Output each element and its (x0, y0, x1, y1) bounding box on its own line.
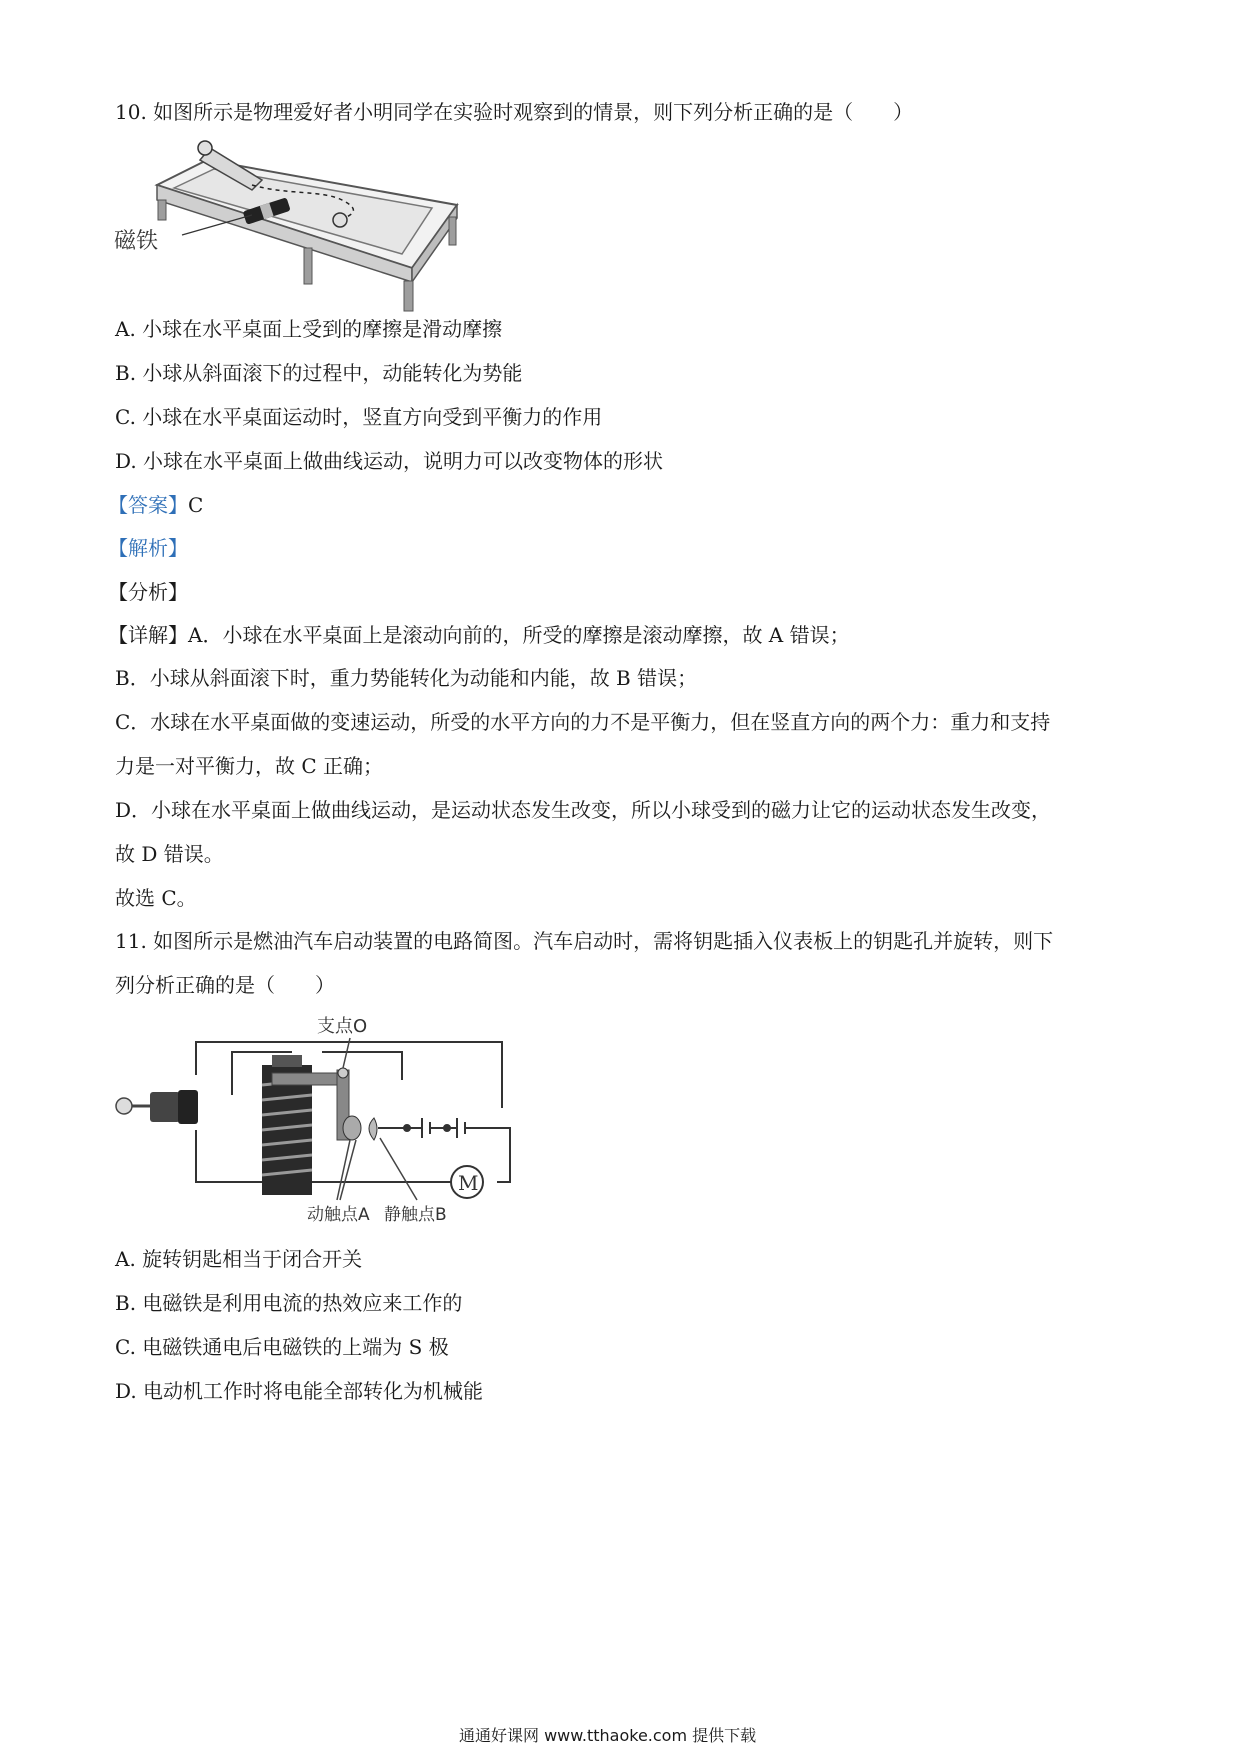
detail-line-c1: C．水球在水平桌面做的变速运动，所受的水平方向的力不是平衡力，但在竖直方向的两个力：重力和支持 (115, 710, 1051, 734)
detail-tag: 【详解】 (108, 623, 188, 647)
answer-tag: 【答案】 (108, 493, 188, 517)
q11-stem-line2: 列分析正确的是（ ） (115, 973, 335, 997)
ball-end (333, 213, 347, 227)
key-icon (116, 1090, 198, 1124)
pivot-point (338, 1068, 348, 1078)
q10-option-d[interactable]: D. 小球在水平桌面上做曲线运动，说明力可以改变物体的形状 (115, 449, 664, 473)
detail-conclusion: 故选 C。 (115, 886, 197, 910)
magnet-label: 磁铁 (114, 229, 159, 254)
pivot-label: 支点O (317, 1016, 368, 1037)
moving-contact-label: 动触点A (307, 1205, 370, 1225)
q10-option-a[interactable]: A. 小球在水平桌面上受到的摩擦是滑动摩擦 (115, 317, 503, 341)
detail-line-d2: 故 D 错误。 (115, 842, 224, 866)
answer-line (108, 489, 203, 518)
detail-line-a: 【详解】A．小球在水平桌面上是滚动向前的，所受的摩擦是滚动摩擦，故 A 错误； (108, 623, 850, 647)
answer-value: C (188, 493, 204, 517)
detail-line-b: B．小球从斜面滚下时，重力势能转化为动能和内能，故 B 错误； (115, 666, 698, 690)
detail-line-d1: D．小球在水平桌面上做曲线运动，是运动状态发生改变，所以小球受到的磁力让它的运动状态发生改变， (115, 798, 1052, 822)
q10-option-c[interactable]: C. 小球在水平桌面运动时，竖直方向受到平衡力的作用 (115, 405, 603, 429)
analysis-tag: 【解析】 (108, 536, 188, 560)
q11-circuit-figure (112, 1010, 592, 1240)
q10-stem: 10. 如图所示是物理爱好者小明同学在实验时观察到的情景，则下列分析正确的是（ ） (115, 100, 914, 124)
detail-line-c2: 力是一对平衡力，故 C 正确； (115, 754, 384, 778)
q10-option-b[interactable]: B. 小球从斜面滚下的过程中，动能转化为势能 (115, 361, 523, 385)
moving-contact (343, 1116, 361, 1140)
page-footer: 通通好课网 www.tthaoke.com 提供下载 (459, 1726, 757, 1745)
q11-stem-line1: 11. 如图所示是燃油汽车启动装置的电路简图。汽车启动时，需将钥匙插入仪表板上的钥匙孔并旋转，则下 (115, 929, 1054, 953)
q10-figure (112, 140, 462, 320)
fenxi-tag: 【分析】 (108, 580, 188, 604)
q11-option-b[interactable]: B. 电磁铁是利用电流的热效应来工作的 (115, 1291, 463, 1315)
ball-start (198, 141, 212, 155)
q11-option-c[interactable]: C. 电磁铁通电后电磁铁的上端为 S 极 (115, 1335, 449, 1359)
lever-arm (272, 1073, 347, 1085)
svg-text:M: M (458, 1171, 479, 1195)
q11-option-a[interactable]: A. 旋转钥匙相当于闭合开关 (115, 1247, 363, 1271)
static-contact-label: 静触点B (384, 1205, 447, 1225)
q11-option-d[interactable]: D. 电动机工作时将电能全部转化为机械能 (115, 1379, 484, 1403)
static-contact (369, 1118, 377, 1140)
